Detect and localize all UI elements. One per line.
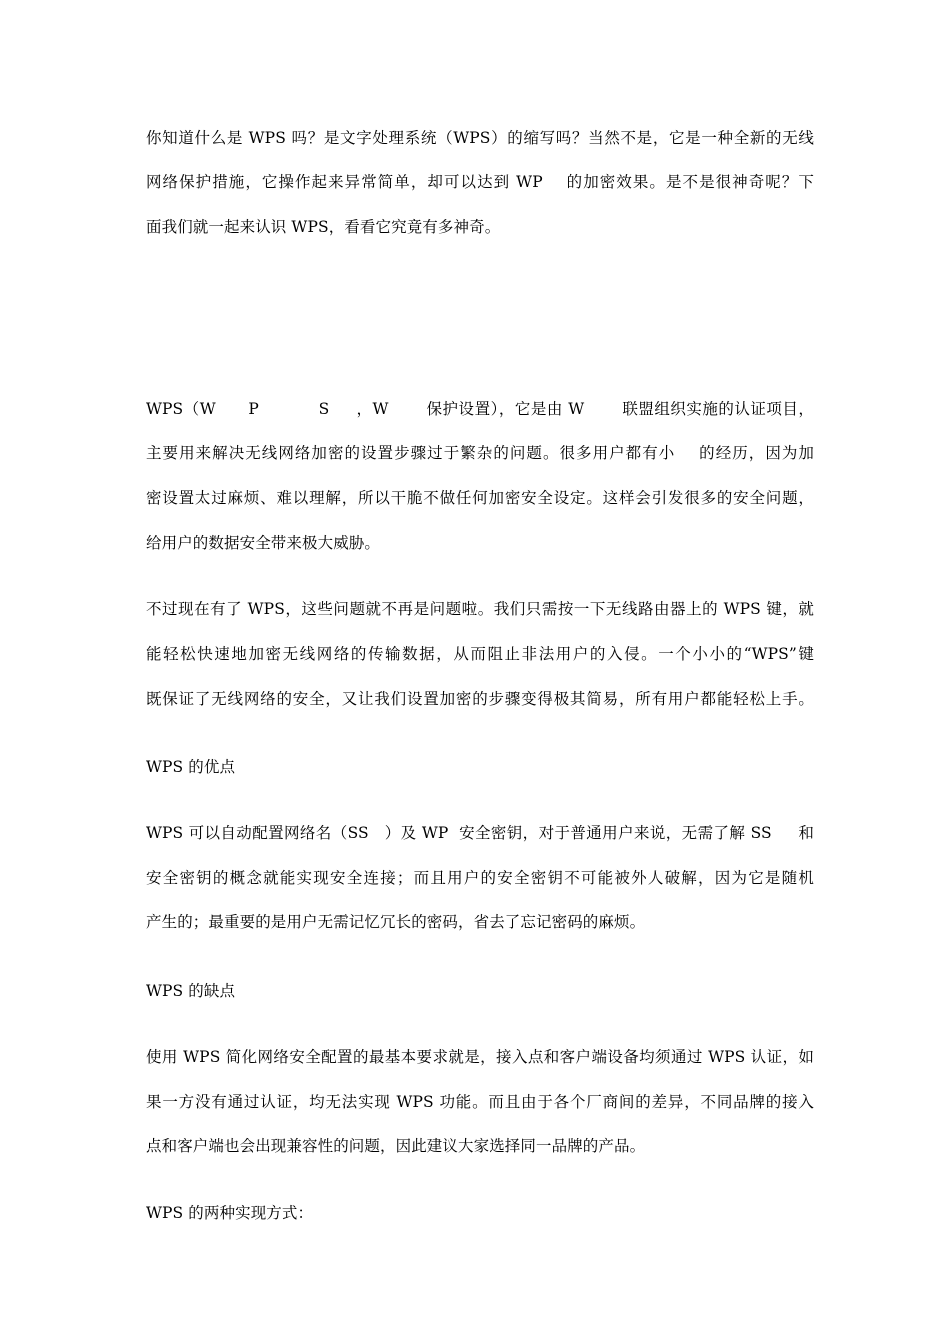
paragraph-1-line-1: 你知道什么是 WPS 吗？是文字处理系统（WPS）的缩写吗？当然不是，它是一种全新的无线: [146, 129, 814, 147]
paragraph-5-line-3: 产生的；最重要的是用户无需记忆冗长的密码，省去了忘记密码的麻烦。: [146, 913, 646, 931]
paragraph-3-line-1: 不过现在有了 WPS，这些问题就不再是问题啦。我们只需按一下无线路由器上的 WPS 键，就: [146, 600, 814, 618]
paragraph-3-line-3: 既保证了无线网络的安全，又让我们设置加密的步骤变得极其简易，所有用户都能轻松上手。: [146, 690, 814, 708]
paragraph-3-line-2: 能轻松快速地加密无线网络的传输数据，从而阻止非法用户的入侵。一个小小的“WPS”键: [146, 645, 814, 663]
paragraph-7-line-2: 果一方没有通过认证，均无法实现 WPS 功能。而且由于各个厂商间的差异，不同品牌的接入: [146, 1093, 814, 1111]
section-heading-advantages: WPS 的优点: [146, 758, 236, 776]
paragraph-1-line-3: 面我们就一起来认识 WPS，看看它究竟有多神奇。: [146, 218, 501, 236]
section-heading-disadvantages: WPS 的缺点: [146, 982, 236, 1000]
paragraph-2-line-3: 密设置太过麻烦、难以理解，所以干脆不做任何加密安全设定。这样会引发很多的安全问题，: [146, 489, 814, 507]
paragraph-7-line-3: 点和客户端也会出现兼容性的问题，因此建议大家选择同一品牌的产品。: [146, 1137, 646, 1155]
paragraph-2-line-1: WPS（W P S ，W 保护设置），它是由 W 联盟组织实施的认证项目，: [146, 400, 814, 418]
paragraph-2-line-2: 主要用来解决无线网络加密的设置步骤过于繁杂的问题。很多用户都有小 的经历，因为加: [146, 444, 814, 462]
paragraph-2-line-4: 给用户的数据安全带来极大威胁。: [146, 534, 381, 552]
paragraph-1-line-2: 网络保护措施，它操作起来异常简单，却可以达到 WP 的加密效果。是不是很神奇呢？下: [146, 173, 814, 191]
paragraph-5-line-1: WPS 可以自动配置网络名（SS ）及 WP 安全密钥，对于普通用户来说，无需了解 SS 和: [146, 824, 814, 842]
section-heading-two-methods: WPS 的两种实现方式：: [146, 1204, 314, 1222]
paragraph-5-line-2: 安全密钥的概念就能实现安全连接；而且用户的安全密钥不可能被外人破解，因为它是随机: [146, 869, 814, 887]
paragraph-7-line-1: 使用 WPS 简化网络安全配置的最基本要求就是，接入点和客户端设备均须通过 WPS 认证，如: [146, 1048, 814, 1066]
